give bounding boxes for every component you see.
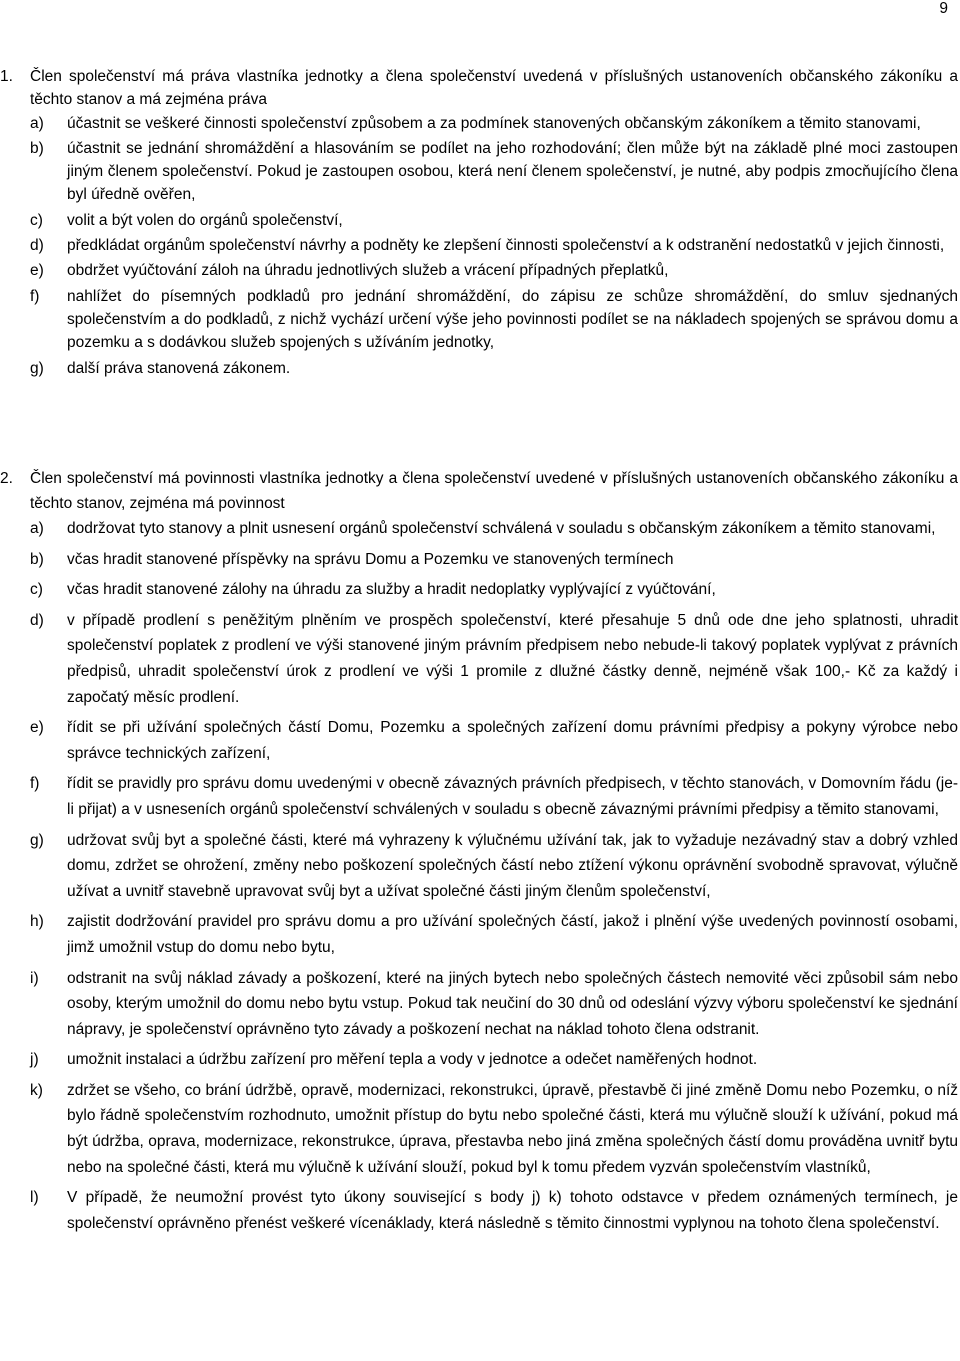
item-letter: e) <box>30 262 44 280</box>
list-item <box>0 771 958 822</box>
item-text: umožnit instalaci a údržbu zařízení pro měření tepla a vody v jednotce a odečet naměřených hodnot. <box>67 1051 758 1069</box>
list-item <box>0 234 958 257</box>
item-letter: j) <box>30 1051 39 1069</box>
item-letter: a) <box>30 114 44 132</box>
item-letter: a) <box>30 520 44 537</box>
section-2-intro <box>0 466 958 516</box>
item-letter: d) <box>30 611 44 629</box>
list-item <box>0 1185 958 1236</box>
item-letter: i) <box>30 969 39 987</box>
list-item <box>0 715 958 766</box>
list-item <box>0 828 958 905</box>
section-2-number: 2. <box>0 470 13 487</box>
item-text: účastnit se veškeré činnosti společenství způsobem a za podmínek stanovených občanským zákoníkem a těmito stanovami, <box>67 114 921 132</box>
item-text: V případě, že neumožní provést tyto úkony související s body j) k) tohoto odstavce v předem oznámených termínech, je společenství oprávněno přenést veškeré vícenáklady, která následně s těmito činnostmi vyplynou na tohoto člena společenství. <box>67 1189 958 1232</box>
list-item <box>0 547 958 573</box>
item-letter: g) <box>30 359 44 377</box>
page-number: 9 <box>939 0 948 17</box>
item-letter: g) <box>30 831 44 849</box>
list-item <box>0 608 958 710</box>
list-item <box>0 1078 958 1180</box>
list-item <box>0 966 958 1043</box>
item-text: včas hradit stanovené příspěvky na správu Domu a Pozemku ve stanovených termínech <box>67 550 674 568</box>
list-item <box>0 1047 958 1073</box>
item-letter: k) <box>30 1081 43 1099</box>
section-2-intro-text: Člen společenství má povinnosti vlastníka jednotky a člena společenství uvedené v příslušných ustanoveních občanského zákoníku a těchto stanov, zejména má povinnost <box>30 470 958 512</box>
list-item <box>0 209 958 232</box>
section-1 <box>0 65 960 382</box>
list-item <box>0 357 958 380</box>
item-text: volit a být volen do orgánů společenství, <box>67 211 343 229</box>
item-text: odstranit na svůj náklad závady a poškození, které na jiných bytech nebo společných částech nemovité věci způsobil sám nebo osoby, kterým umožnil do domu nebo bytu vstup. Pokud tak neučiní do 30 dnů od odeslání výzvy výboru společenství ke sjednání nápravy, je společenství oprávněno tyto závady a poškození nechat na náklad tohoto člena odstranit. <box>67 969 958 1038</box>
item-text: řídit se pravidly pro správu domu uvedenými v obecně závazných právních předpisech, v těchto stanovách, v Domovním řádu (je-li přijat) a v usneseních orgánů společenství schválených v souladu s obecně závaznými právními předpisy a těmito stanovami, <box>67 775 958 818</box>
item-letter: b) <box>30 139 44 157</box>
item-text: dodržovat tyto stanovy a plnit usnesení orgánů společenství schválená v souladu s občanským zákoníkem a těmito stanovami, <box>67 520 936 537</box>
list-item <box>0 137 958 207</box>
item-text: účastnit se jednání shromáždění a hlasováním se podílet na jeho rozhodování; člen může být na základě plné moci zastoupen jiným členem společenství. Pokud je zastoupen osobou, která není členem společenství, je nutné, aby podpis zmocňujícího člena byl úředně ověřen, <box>67 139 958 204</box>
item-letter: f) <box>30 287 40 305</box>
list-item <box>0 516 958 542</box>
item-letter: e) <box>30 719 44 737</box>
section-2-list <box>0 516 960 1236</box>
list-item <box>0 285 958 355</box>
item-text: obdržet vyúčtování záloh na úhradu jednotlivých služeb a vrácení případných přeplatků, <box>67 262 669 280</box>
item-letter: b) <box>30 550 44 568</box>
list-item <box>0 259 958 282</box>
section-1-intro <box>0 65 958 112</box>
item-text: zajistit dodržování pravidel pro správu domu a pro užívání společných částí, jakož i plnění výše uvedených povinností osobami, jimž umožnil vstup do domu nebo bytu, <box>67 913 958 956</box>
item-text: nahlížet do písemných podkladů pro jednání shromáždění, do zápisu ze schůze shromáždění, do smluv sjednaných společenstvím a do podkladů, z nichž vychází určení výše jeho povinnosti podílet se na nákladech spojených se správou domu a pozemku a s dodávkou služeb spojených s užíváním jednotky, <box>67 287 958 352</box>
item-text: udržovat svůj byt a společné části, které má vyhrazeny k výlučnému užívání tak, jak to vyžaduje nezávadný stav a dobrý vzhled domu, zdržet se ohrožení, změny nebo poškození společných částí nebo ztížení výkonu oprávnění svobodně spravovat, výlučně užívat a uvnitř stavebně upravovat svůj byt a užívat společné části jiným členům společenství, <box>67 831 958 900</box>
item-letter: c) <box>30 581 43 599</box>
item-letter: l) <box>30 1189 39 1207</box>
item-text: předkládat orgánům společenství návrhy a podněty ke zlepšení činnosti společenství a k odstranění nedostatků v jejich činnosti, <box>67 237 945 255</box>
item-text: další práva stanovená zákonem. <box>67 359 291 377</box>
item-letter: d) <box>30 237 44 255</box>
list-item <box>0 909 958 960</box>
list-item <box>0 577 958 603</box>
section-2 <box>0 466 960 1241</box>
section-1-list <box>0 112 960 380</box>
item-text: zdržet se všeho, co brání údržbě, opravě, modernizaci, rekonstrukci, úpravě, přestavbě či jiné změně Domu nebo Pozemku, o níž bylo řádně společenstvím rozhodnuto, umožnit přístup do bytu nebo společné části, která mu výlučně slouží k užívání, pokud má být údržba, oprava, modernizace, rekonstrukce, úprava, přestavba nebo jiná změna společných částí domu prováděna uvnitř bytu nebo na společné části, která mu výlučně k užívání slouží, pokud byl k tomu předem vyzván společenstvím vlastníků, <box>67 1081 958 1176</box>
list-item <box>0 112 958 135</box>
item-letter: c) <box>30 211 43 229</box>
item-letter: f) <box>30 775 40 793</box>
item-text: řídit se při užívání společných částí Domu, Pozemku a společných zařízení domu právními předpisy a pokyny výrobce nebo správce technických zařízení, <box>67 719 958 762</box>
item-letter: h) <box>30 913 44 931</box>
item-text: v případě prodlení s peněžitým plněním ve prospěch společenství, které přesahuje 5 dnů ode dne jeho splatnosti, uhradit společenství poplatek z prodlení ve výši stanovené jiným právním předpisem nebo nebude-li takový poplatek vyplývat z právních předpisů, uhradit společenství úrok z prodlení ve výši 1 promile z dlužné částky denně, nejméně však 100,- Kč za každý i započatý měsíc prodlení. <box>67 611 958 706</box>
item-text: včas hradit stanovené zálohy na úhradu za služby a hradit nedoplatky vyplývající z vyúčtování, <box>67 581 716 599</box>
section-1-intro-text: Člen společenství má práva vlastníka jednotky a člena společenství uvedená v příslušných ustanoveních občanského zákoníku a těchto stanov a má zejména práva <box>30 68 958 109</box>
section-1-number: 1. <box>0 68 13 85</box>
